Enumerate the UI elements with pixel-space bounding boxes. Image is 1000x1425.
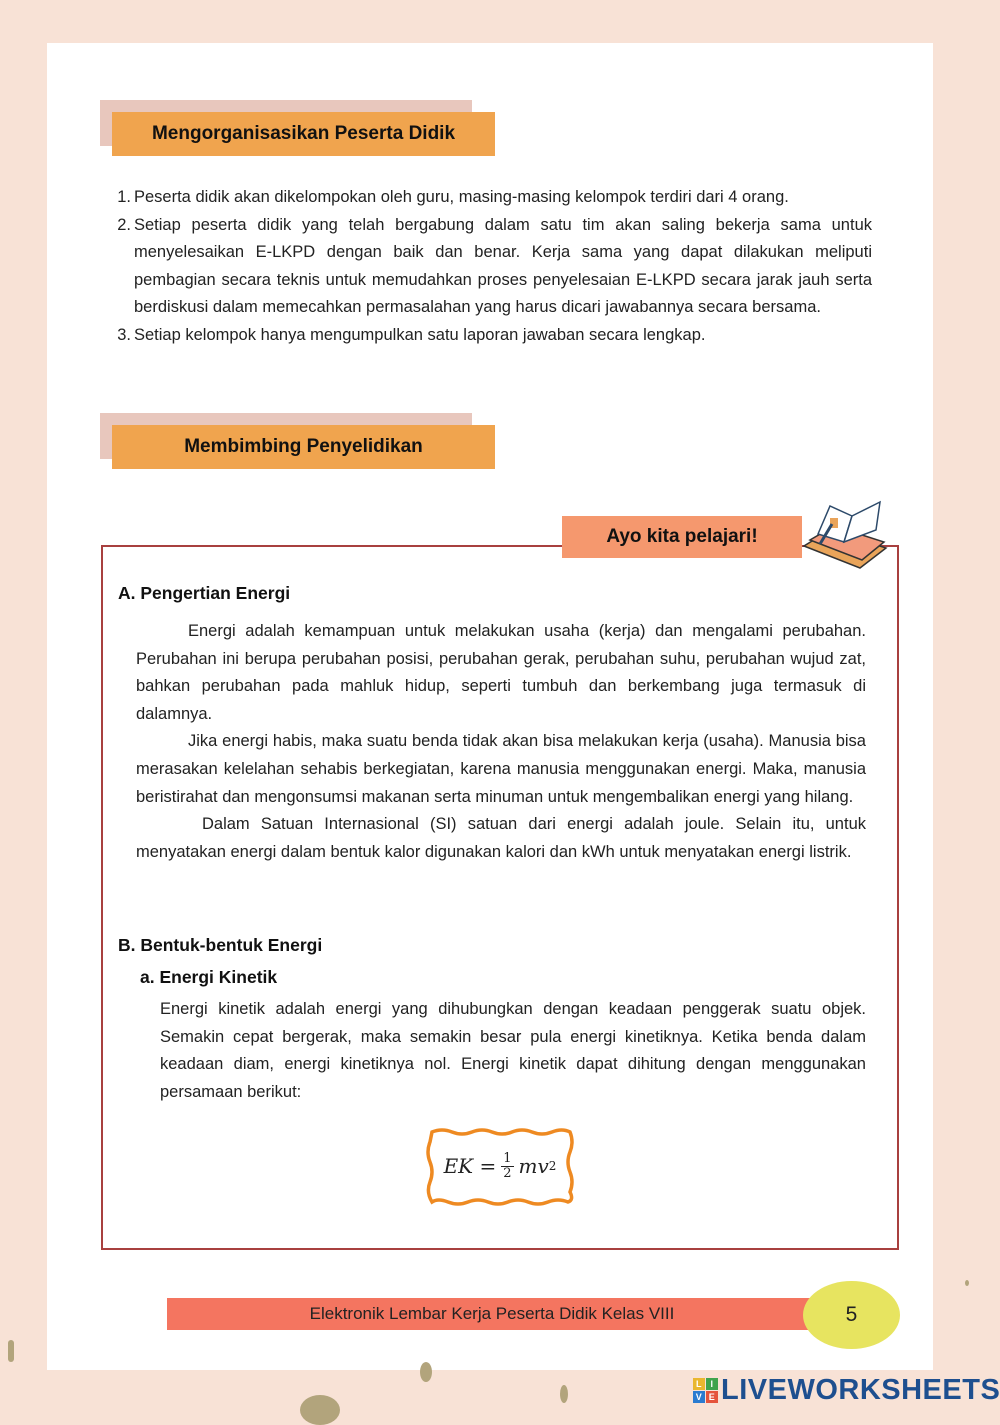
section-a-text: Energi adalah kemampuan untuk melakukan usaha (kerja) dan mengalami perubahan. Perubahan ini berupa perubahan posisi, perubahan gerak, perubahan suhu, perubahan wujud zat, bahkan perubahan pada mahluk hidup, seperti tumbuh dan berkembang juga termasuk di dalamnya. Jika energi habis, maka suatu benda tidak akan bisa melakukan kerja (usaha). Manusia bisa merasakan kelelahan sehabis berkegiatan, karena manusia menggunakan energi. Maka, manusia beristirahat dan mengonsumsi makanan serta minuman untuk mengembalikan energi yang hilang. Dalam Satuan Internasional (SI) satuan dari energi adalah joule. Selain itu, untuk menyatakan energi dalam bentuk kalor digunakan kalori dan kWh untuk menyatakan energi listrik.	[136, 622, 866, 861]
heading-b: B. Bentuk-bentuk Energi	[118, 935, 323, 955]
liveworksheets-logo: L I V E LIVEWORKSHEETS	[693, 1374, 1000, 1407]
organize-list	[110, 184, 872, 350]
section-title: Membimbing Penyelidikan	[112, 425, 495, 469]
section-header-organize	[100, 100, 495, 158]
book-icon	[800, 496, 890, 572]
formula-box: EK = $\frac{1}{2}$ mv 2	[424, 1126, 576, 1206]
section-title: Mengorganisasikan Peserta Didik	[112, 112, 495, 156]
footer-bar: Elektronik Lembar Kerja Peserta Didik Kelas VIII	[167, 1298, 817, 1330]
logo-icon: L I V E	[693, 1378, 718, 1403]
list-item: 3. Setiap kelompok hanya mengumpulkan satu laporan jawaban secara lengkap.	[117, 325, 706, 344]
heading-kinetic: a. Energi Kinetik	[140, 967, 278, 987]
section-header-guide	[100, 413, 495, 471]
kinetic-text: Energi kinetik adalah energi yang dihubungkan dengan keadaan penggerak suatu objek. Semakin cepat bergerak, maka semakin besar pula energi kinetiknya. Ketika benda dalam keadaan diam, energi kinetiknya nol. Energi kinetik dapat dihitung dengan menggunakan persamaan berikut:	[160, 1000, 866, 1101]
box-label: Ayo kita pelajari!	[562, 516, 802, 558]
list-item: 2. Setiap peserta didik yang telah bergabung dalam satu tim akan saling bekerja sama untuk menyelesaikan E-LKPD dengan baik dan benar. Kerja sama yang dapat dilakukan meliputi pembagian secara teknis untuk memudahkan proses penyelesaian E-LKPD secara jarak jauh serta berdiskusi dalam memecahkan permasalahan yang harus dicari jawabannya secara bersama.	[117, 215, 872, 317]
page-number: 5	[803, 1281, 900, 1349]
list-item: 1. Peserta didik akan dikelompokan oleh guru, masing-masing kelompok terdiri dari 4 orang.	[117, 188, 789, 206]
heading-a: A. Pengertian Energi	[118, 583, 291, 603]
